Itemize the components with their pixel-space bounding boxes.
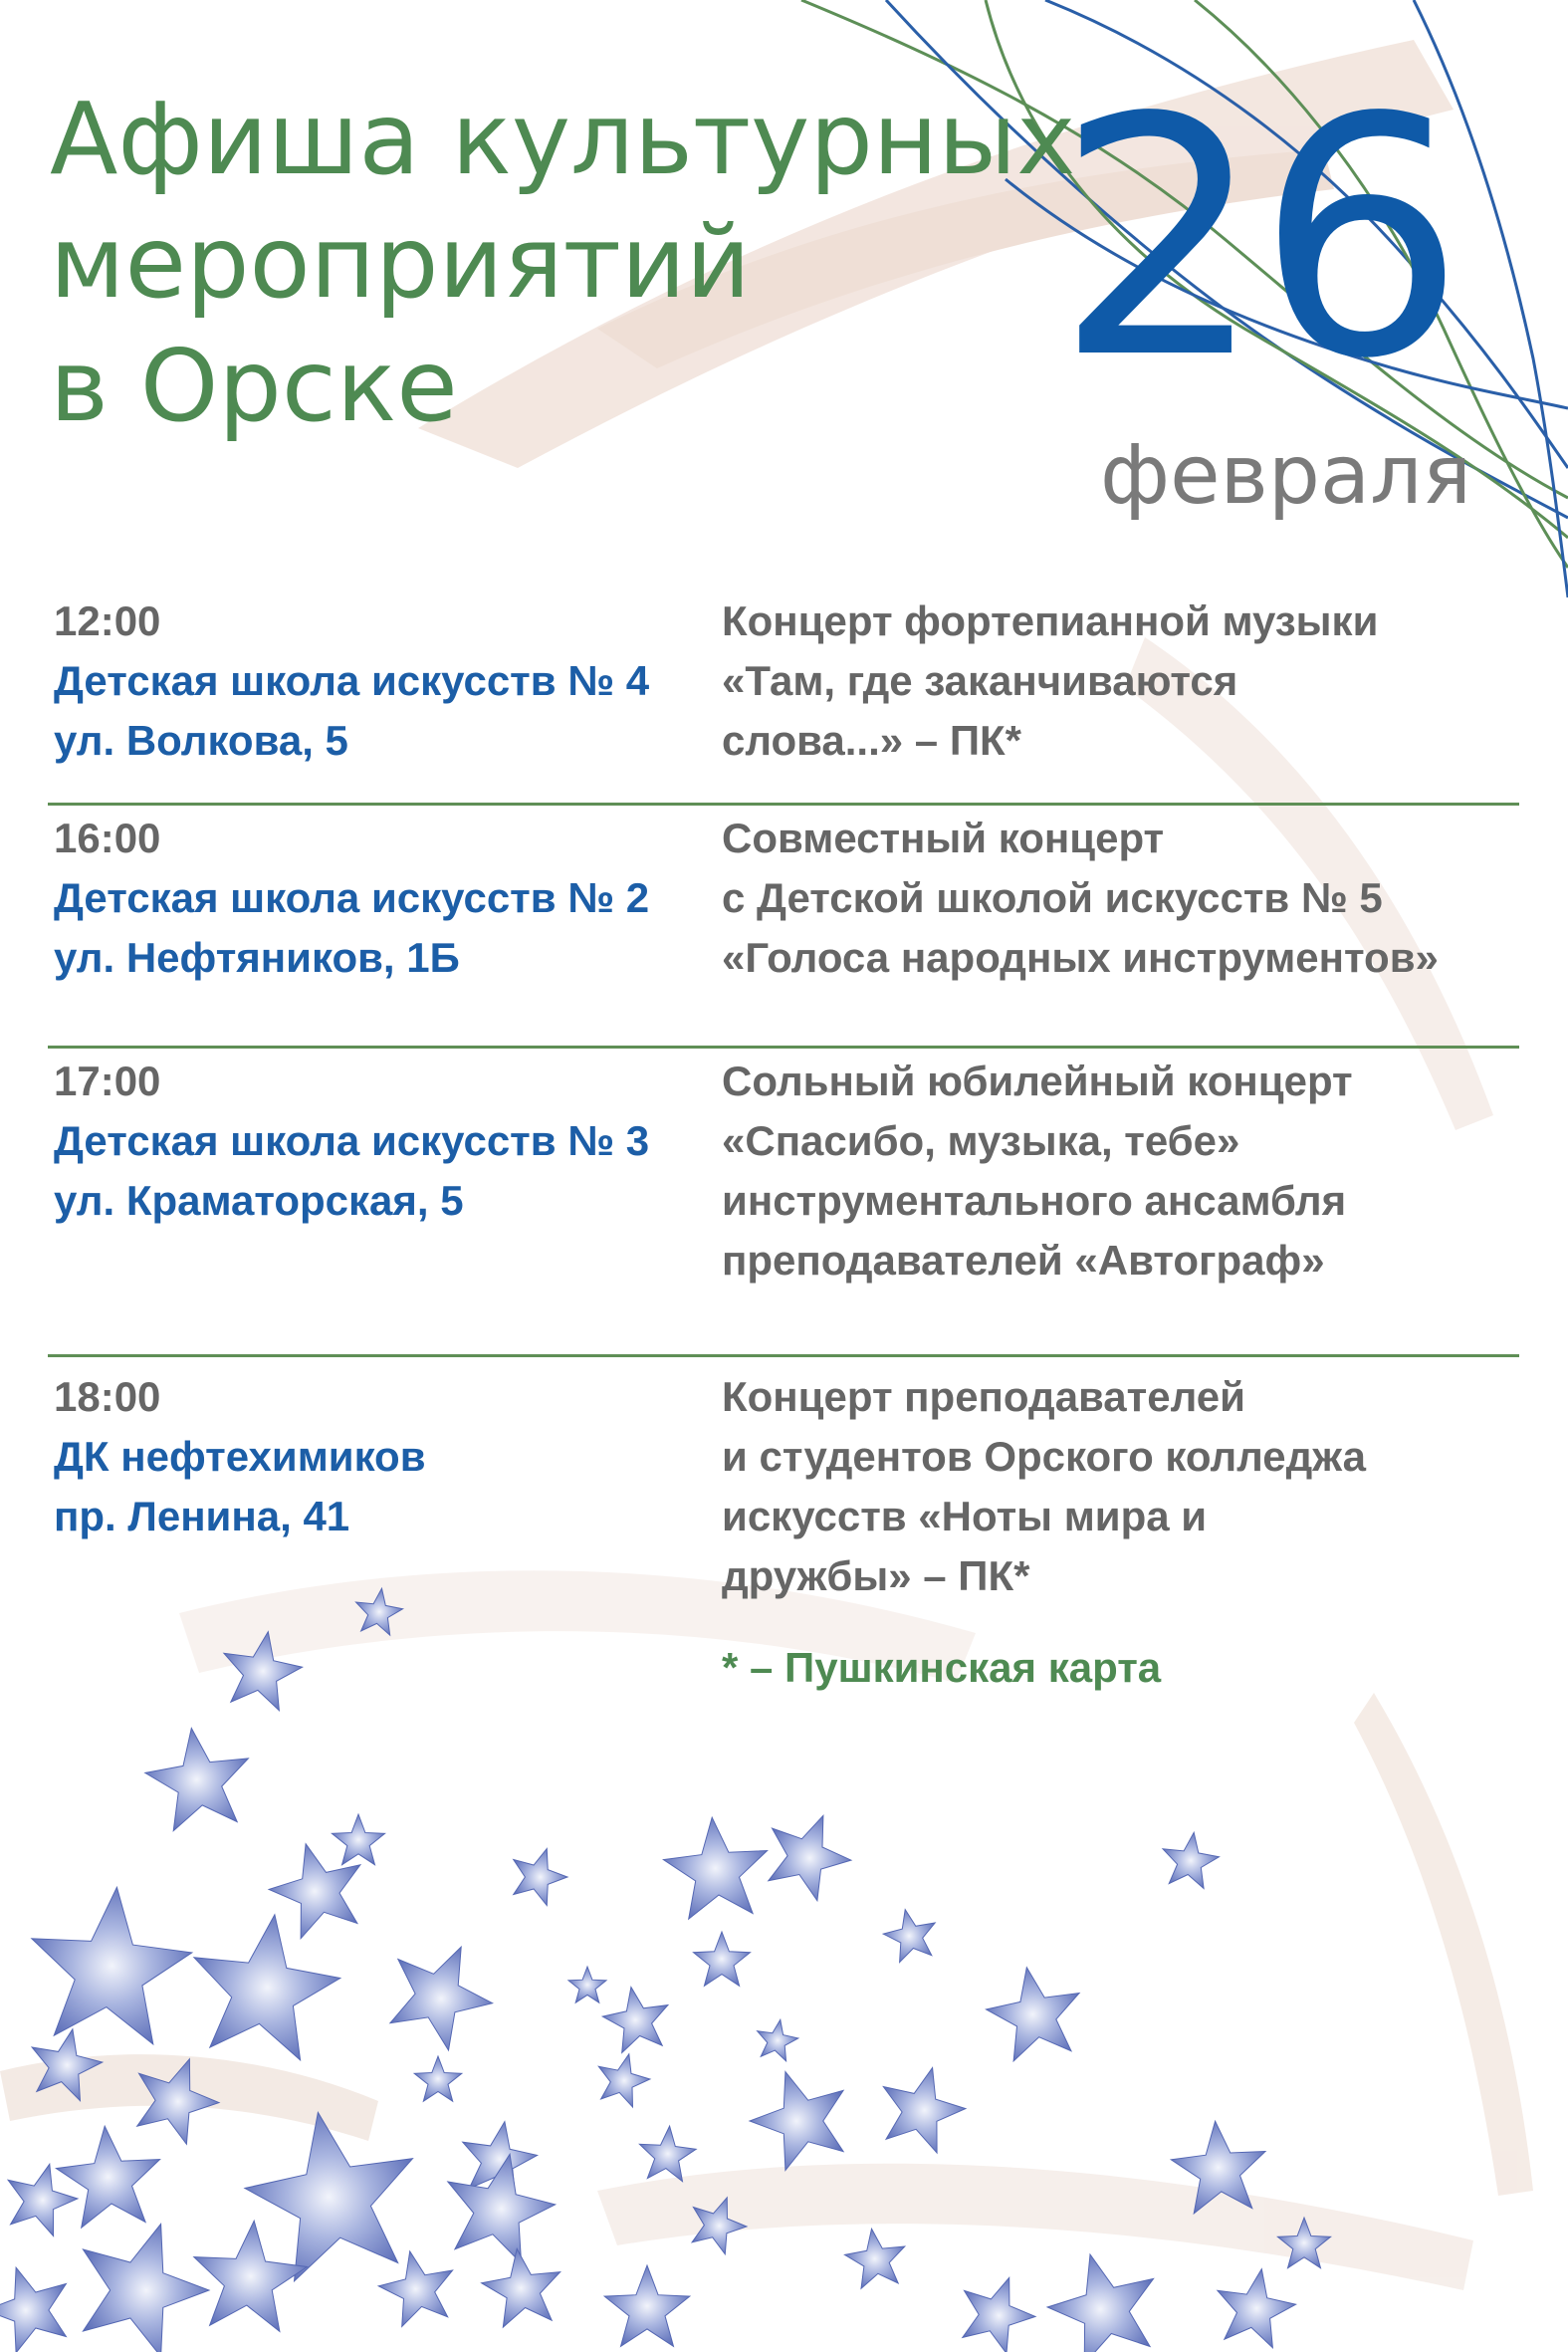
star-icon bbox=[448, 2154, 556, 2263]
event-info bbox=[54, 809, 711, 988]
page-title bbox=[50, 78, 1075, 448]
star-icon bbox=[758, 2019, 798, 2061]
star-icon bbox=[639, 2126, 696, 2182]
star-icon bbox=[482, 2248, 560, 2327]
event-address: ул. Краматорская, 5 bbox=[54, 1177, 464, 1224]
star-icon bbox=[194, 1915, 340, 2060]
description-line: с Детской школой искусств № 5 bbox=[722, 874, 1383, 921]
star-icon bbox=[245, 2112, 413, 2281]
event-time: 12:00 bbox=[54, 597, 161, 644]
title-line-2: мероприятий bbox=[50, 204, 751, 321]
date-day: 26 bbox=[1055, 48, 1457, 430]
star-icon bbox=[694, 1932, 751, 1986]
date-month: февраля bbox=[1100, 428, 1471, 523]
event-info bbox=[54, 591, 711, 771]
star-icon bbox=[145, 1729, 249, 1831]
event-time: 16:00 bbox=[54, 815, 161, 861]
star-icon bbox=[56, 2126, 159, 2228]
description-line: «Голоса народных инструментов» bbox=[722, 934, 1439, 981]
event-place: Детская школа искусств № 3 bbox=[54, 1117, 650, 1164]
star-icon bbox=[514, 1849, 567, 1906]
description-line: Сольный юбилейный концерт bbox=[722, 1058, 1353, 1104]
star-icon bbox=[332, 1814, 384, 1865]
star-icon bbox=[883, 1910, 935, 1963]
star-icon bbox=[663, 1817, 767, 1919]
title-line-1: Афиша культурных bbox=[50, 81, 1076, 197]
star-icon bbox=[390, 1947, 493, 2050]
event-info bbox=[54, 1052, 711, 1231]
event-info bbox=[54, 1367, 711, 1546]
star-icon bbox=[378, 2251, 452, 2327]
star-icon bbox=[963, 2277, 1035, 2352]
star-icon bbox=[845, 2229, 905, 2288]
star-icon bbox=[0, 2267, 66, 2352]
description-line: искусств «Ноты мира и bbox=[722, 1493, 1208, 1539]
star-icon bbox=[32, 1887, 192, 2044]
description-line: Совместный концерт bbox=[722, 815, 1165, 861]
description-line: «Там, где заканчиваются bbox=[722, 657, 1238, 704]
event-item bbox=[48, 1357, 1519, 1698]
event-time: 17:00 bbox=[54, 1058, 161, 1104]
event-description bbox=[722, 1052, 1508, 1291]
star-icon bbox=[602, 1988, 668, 2053]
star-icon bbox=[83, 2224, 209, 2352]
event-item bbox=[48, 1049, 1519, 1357]
star-icon bbox=[769, 1815, 851, 1900]
description-line: Концерт фортепианной музыки bbox=[722, 597, 1379, 644]
event-item bbox=[48, 591, 1519, 806]
event-address: ул. Волкова, 5 bbox=[54, 717, 348, 764]
event-description bbox=[722, 809, 1508, 988]
title-line-3: в Орске bbox=[50, 328, 458, 444]
description-line: и студентов Орского колледжа bbox=[722, 1433, 1366, 1480]
star-icon bbox=[414, 2056, 462, 2101]
star-icon bbox=[750, 2072, 843, 2171]
event-item bbox=[48, 806, 1519, 1049]
event-place: Детская школа искусств № 2 bbox=[54, 874, 650, 921]
star-icon bbox=[1163, 1832, 1220, 1888]
description-line: инструментального ансамбля bbox=[722, 1177, 1347, 1224]
description-line: слова...» – ПК* bbox=[722, 717, 1021, 764]
event-address: ул. Нефтяников, 1Б bbox=[54, 934, 460, 981]
description-line: преподавателей «Автограф» bbox=[722, 1237, 1325, 1284]
description-line: «Спасибо, музыка, тебе» bbox=[722, 1117, 1240, 1164]
description-line: Концерт преподавателей bbox=[722, 1373, 1245, 1420]
star-icon bbox=[1218, 2269, 1296, 2348]
star-icon bbox=[598, 2054, 650, 2107]
event-address: пр. Ленина, 41 bbox=[54, 1493, 350, 1539]
event-time: 18:00 bbox=[54, 1373, 161, 1420]
star-icon bbox=[883, 2068, 966, 2154]
event-description bbox=[722, 591, 1508, 771]
description-line: дружбы» – ПК* bbox=[722, 1552, 1030, 1599]
event-place: Детская школа искусств № 4 bbox=[54, 657, 650, 704]
event-list bbox=[48, 591, 1519, 1698]
star-icon bbox=[987, 1968, 1080, 2061]
footnote: * – Пушкинская карта bbox=[722, 1644, 1162, 1691]
event-place: ДК нефтехимиков bbox=[54, 1433, 426, 1480]
star-icon bbox=[1047, 2254, 1154, 2352]
event-description bbox=[722, 1367, 1508, 1698]
star-icon bbox=[604, 2265, 690, 2346]
star-icon bbox=[568, 1967, 606, 2002]
star-icon bbox=[194, 2221, 308, 2331]
